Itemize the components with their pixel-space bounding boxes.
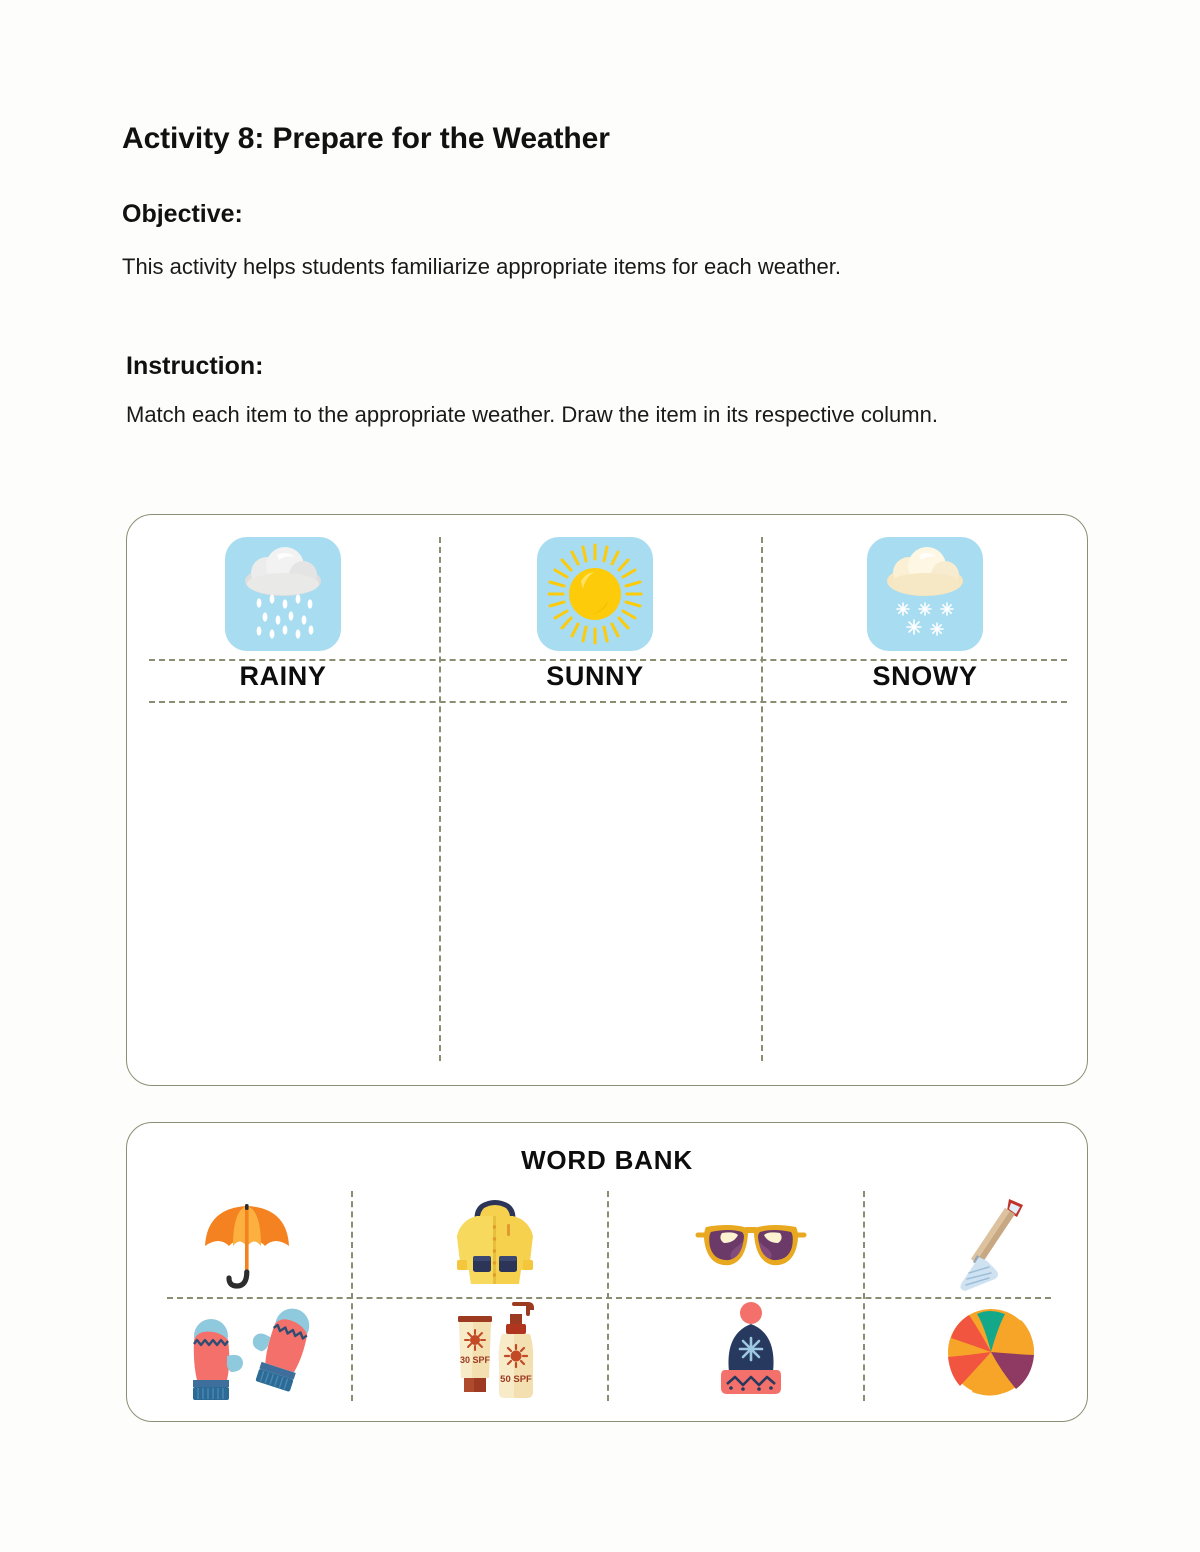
sorting-column-rainy[interactable] [127, 515, 439, 705]
snow-cloud-icon [867, 537, 983, 651]
mittens-icon [177, 1300, 317, 1404]
column-label-sunny: SUNNY [546, 661, 644, 691]
sunscreen-bottle-label: 50 SPF [500, 1374, 532, 1385]
page-title: Activity 8: Prepare for the Weather [122, 122, 610, 155]
word-bank-column-divider-2 [607, 1191, 609, 1401]
sorting-column-sunny[interactable] [439, 515, 751, 705]
word-bank-item-winter-hat[interactable] [639, 1299, 863, 1405]
sun-icon [537, 537, 653, 651]
word-bank-item-snow-shovel[interactable] [879, 1191, 1103, 1297]
rain-cloud-icon [225, 537, 341, 651]
beach-ball-icon [944, 1305, 1038, 1399]
word-bank-column-divider-3 [863, 1191, 865, 1401]
column-label-rainy: RAINY [239, 661, 327, 691]
word-bank-item-umbrella[interactable] [135, 1191, 359, 1297]
word-bank-item-sunglasses[interactable] [639, 1191, 863, 1297]
sorting-table-card [126, 514, 1088, 1086]
raincoat-icon [447, 1194, 543, 1294]
word-bank-title: WORD BANK [521, 1145, 693, 1175]
word-bank-item-beach-ball[interactable] [879, 1299, 1103, 1405]
word-bank-item-raincoat[interactable] [383, 1191, 607, 1297]
instruction-heading: Instruction: [126, 352, 264, 380]
objective-heading: Objective: [122, 200, 243, 228]
instruction-text: Match each item to the appropriate weather. Draw the item in its respective column. [126, 402, 938, 427]
winter-hat-icon [705, 1300, 797, 1404]
column-label-snowy: SNOWY [872, 661, 978, 691]
sorting-column-snowy[interactable] [761, 515, 1089, 705]
sunscreen-icon [442, 1300, 548, 1404]
sunscreen-tube-label: 30 SPF [459, 1355, 491, 1365]
objective-text: This activity helps students familiarize appropriate items for each weather. [122, 254, 841, 279]
sunglasses-icon [690, 1209, 812, 1279]
word-bank-item-sunscreen[interactable] [383, 1299, 607, 1405]
snow-shovel-icon [943, 1191, 1039, 1297]
word-bank-item-mittens[interactable] [135, 1299, 359, 1405]
umbrella-icon [195, 1194, 299, 1294]
word-bank-card [126, 1122, 1088, 1422]
